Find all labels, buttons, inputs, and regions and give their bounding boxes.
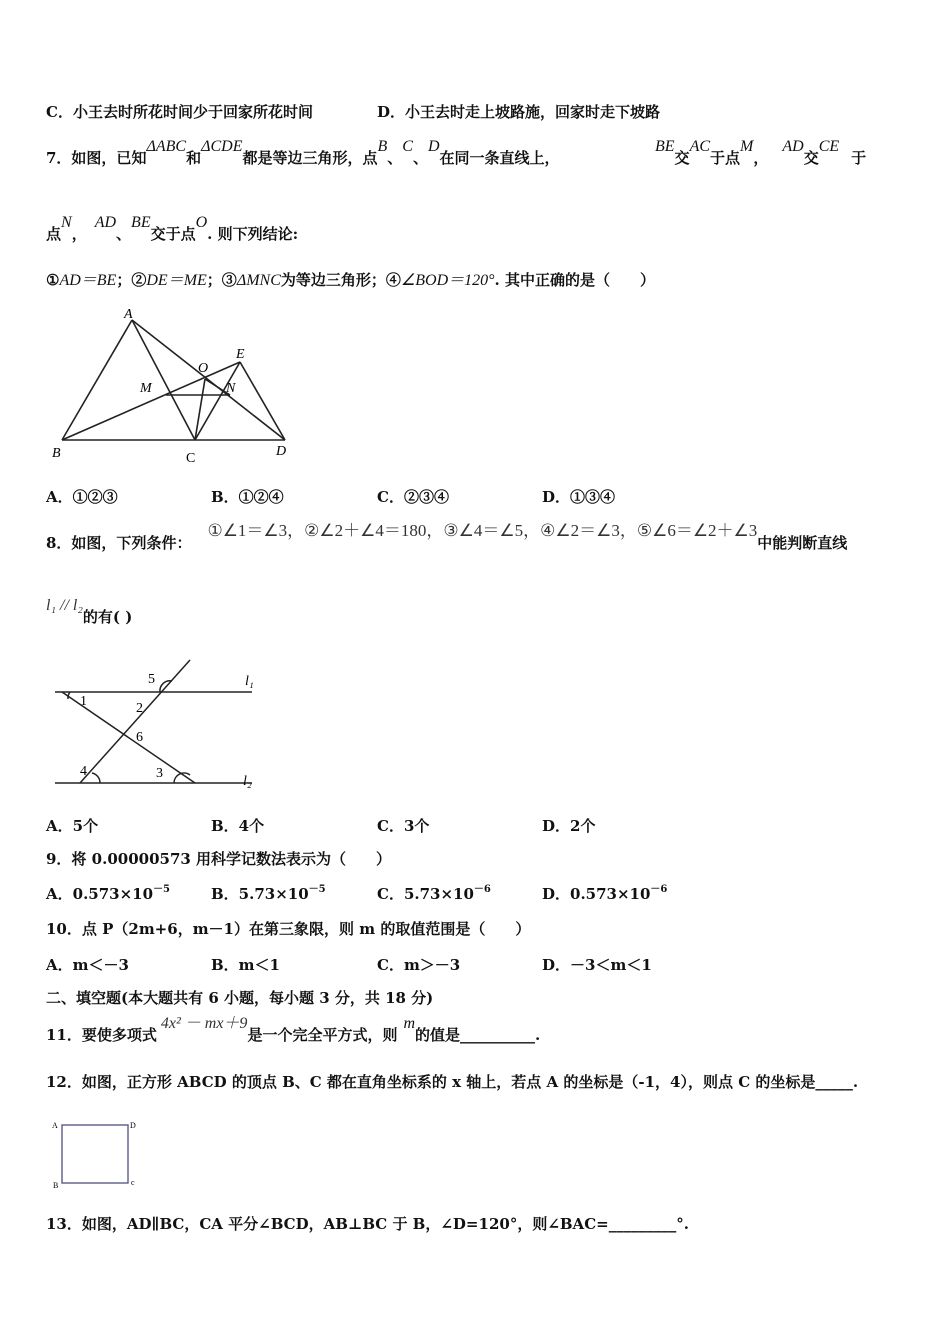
- q7-sep2: 、: [412, 149, 428, 167]
- q7-sep1: 、: [387, 149, 403, 167]
- q7-option-d: D．①③④: [542, 488, 616, 506]
- q7-mid: 都是等边三角形，点: [242, 149, 378, 167]
- q8-you: 的有( ): [82, 608, 133, 626]
- q7-c3-text: 为等边三角形；④: [280, 271, 401, 289]
- q7-option-a: A．①②③: [46, 488, 118, 506]
- q12-fig-label-b: B: [53, 1181, 59, 1190]
- q7-stem-line1-right: [655, 138, 867, 169]
- q8-fig-angle-1: 1: [80, 694, 87, 709]
- q6-option-c: C．小王去时所花时间少于回家所花时间: [46, 103, 313, 121]
- q7-c3-math: ΔMNC: [236, 272, 281, 289]
- q8-tail: 中能判断直线: [757, 534, 848, 552]
- q7-stem-line1: [46, 138, 560, 169]
- q8-conditions: ①∠1＝∠3，②∠2＋∠4＝180，③∠4＝∠5，④∠2＝∠3，⑤∠6＝∠2＋∠3: [207, 521, 758, 540]
- q9-stem: 9．将 0.00000573 用科学记数法表示为（ ）: [46, 850, 392, 868]
- q11-m: m: [403, 1015, 416, 1032]
- q7-jiao1: 交: [674, 149, 690, 167]
- q12-fig-label-d: D: [130, 1121, 136, 1130]
- q7-tri-abc: ΔABC: [146, 138, 187, 155]
- q7-ad2: AD: [94, 214, 117, 231]
- q7-sep3: 、: [116, 225, 132, 243]
- q7-stem-line2: [46, 214, 299, 245]
- q8-fig-angle-4: 4: [80, 764, 87, 779]
- q9-option-d-base: D．0.573×10: [542, 885, 651, 903]
- q7-and: 和: [186, 149, 202, 167]
- q7-fig-label-c: C: [186, 451, 196, 466]
- q9-option-b-base: B．5.73×10: [211, 885, 309, 903]
- q7-option-b: B．①②④: [211, 488, 284, 506]
- q13-stem: 13．如图，AD∥BC，CA 平分∠BCD，AB⊥BC 于 B，∠D=120°，则∠BAC=_________°.: [46, 1215, 689, 1233]
- section-2-heading: 二、填空题(本大题共有 6 小题，每小题 3 分，共 18 分): [46, 989, 434, 1007]
- q8-fig-angle-5: 5: [148, 672, 155, 687]
- q7-c1-math: AD＝BE: [59, 272, 117, 289]
- q7-fig-label-d: D: [276, 444, 287, 459]
- q7-fig-label-n: N: [226, 381, 236, 396]
- q8-fig-angle-3: 3: [156, 766, 163, 781]
- q8-option-c: C．3个: [377, 817, 430, 835]
- q8-fig-angle-2: 2: [136, 701, 143, 716]
- q10-stem: 10．点 P（2m+6，m－1）在第三象限，则 m 的取值范围是（ ）: [46, 920, 531, 938]
- q11-pre: 11．要使多项式: [46, 1026, 157, 1044]
- q7-c2-math: DE＝ME: [146, 272, 207, 289]
- q10-option-c: C．m＞－3: [377, 956, 461, 974]
- q9-option-b-exp: －5: [308, 884, 326, 895]
- q7-c2: ；②: [116, 271, 147, 289]
- q8-option-a: A．5个: [46, 817, 99, 835]
- q7-c4-math: ∠BOD＝120°: [400, 272, 495, 289]
- q8-parallel-lines-figure: [40, 655, 280, 795]
- q10-option-b: B．m＜1: [211, 956, 280, 974]
- q11-stem: [46, 1015, 541, 1046]
- q11-polynomial: 4x² － mx＋9: [160, 1015, 248, 1032]
- q10-option-d: D．－3＜m＜1: [542, 956, 652, 974]
- q8-number: 8．如图，下列条件：: [46, 534, 192, 552]
- q7-triangle-figure: [40, 300, 300, 470]
- q9-option-d: [542, 883, 667, 904]
- q7-fig-label-b: B: [52, 446, 61, 461]
- q7-c1: ①: [46, 271, 60, 289]
- q7-ac: AC: [689, 138, 711, 155]
- q12-fig-label-c: c: [131, 1178, 135, 1187]
- q9-option-c-exp: －6: [473, 884, 491, 895]
- q7-point-m: M: [740, 138, 754, 155]
- q8-fig-label-l2: l₂: [243, 774, 252, 789]
- q7-conclusion: . 则下列结论:: [207, 225, 299, 243]
- q6-option-d: D．小王去时走上坡路施，回家时走下坡路: [377, 103, 661, 121]
- q7-comma2: ，: [71, 225, 87, 243]
- q10-option-a: A．m＜－3: [46, 956, 129, 974]
- q9-option-b: [211, 883, 326, 904]
- q8-l1-parallel-l2: l₁ // l₂: [46, 597, 83, 614]
- q7-point-b: B: [377, 138, 388, 155]
- q8-fig-label-l1: l₁: [245, 674, 254, 689]
- q12-square-figure: [50, 1118, 150, 1192]
- q7-fig-label-e: E: [236, 347, 245, 362]
- q7-option-c: C．②③④: [377, 488, 449, 506]
- q7-stem-line3: [46, 270, 655, 291]
- q9-option-a-base: A．0.573×10: [46, 885, 154, 903]
- q12-stem: 12．如图，正方形 ABCD 的顶点 B、C 都在直角坐标系的 x 轴上，若点 A 的坐标是（-1，4），则点 C 的坐标是_____.: [46, 1073, 859, 1091]
- q7-point-d: D: [427, 138, 440, 155]
- q7-point-o: O: [195, 214, 208, 231]
- q11-mid: 是一个完全平方式，则: [247, 1026, 398, 1044]
- q7-ad: AD: [782, 138, 804, 155]
- q9-option-a-exp: －5: [153, 884, 171, 895]
- q8-stem-line2: [46, 597, 133, 628]
- q8-option-d: D．2个: [542, 817, 596, 835]
- q7-yu: 于: [851, 149, 867, 167]
- q8-option-b: B．4个: [211, 817, 265, 835]
- q7-be2: BE: [131, 214, 151, 231]
- q11-post: 的值是__________.: [415, 1026, 541, 1044]
- q8-stem-line1: [46, 521, 848, 553]
- q7-yudian: 于点: [710, 149, 741, 167]
- q7-comma1: ，: [753, 149, 769, 167]
- q9-option-a: [46, 883, 170, 904]
- q9-option-c: [377, 883, 491, 904]
- q7-jiao2: 交: [803, 149, 819, 167]
- q7-ce: CE: [818, 138, 840, 155]
- q12-fig-label-a: A: [52, 1121, 58, 1130]
- q7-point-c: C: [402, 138, 413, 155]
- q8-fig-angle-6: 6: [136, 730, 143, 745]
- q7-jiaoyu: 交于点: [150, 225, 196, 243]
- q9-option-d-exp: －6: [650, 884, 668, 895]
- q7-dian: 点: [46, 225, 62, 243]
- q7-fig-label-o: O: [198, 361, 209, 376]
- q7-point-n: N: [61, 214, 72, 231]
- q9-option-c-base: C．5.73×10: [377, 885, 474, 903]
- q7-tri-cde: ΔCDE: [201, 138, 243, 155]
- q7-number: 7．如图，已知: [46, 149, 147, 167]
- q7-c4-text: . 其中正确的是（ ）: [494, 271, 655, 289]
- q7-be: BE: [655, 138, 675, 155]
- q7-line-text: 在同一条直线上，: [439, 149, 560, 167]
- q7-fig-label-a: A: [124, 307, 133, 322]
- q7-c3: ；③: [206, 271, 237, 289]
- q7-fig-label-m: M: [140, 381, 152, 396]
